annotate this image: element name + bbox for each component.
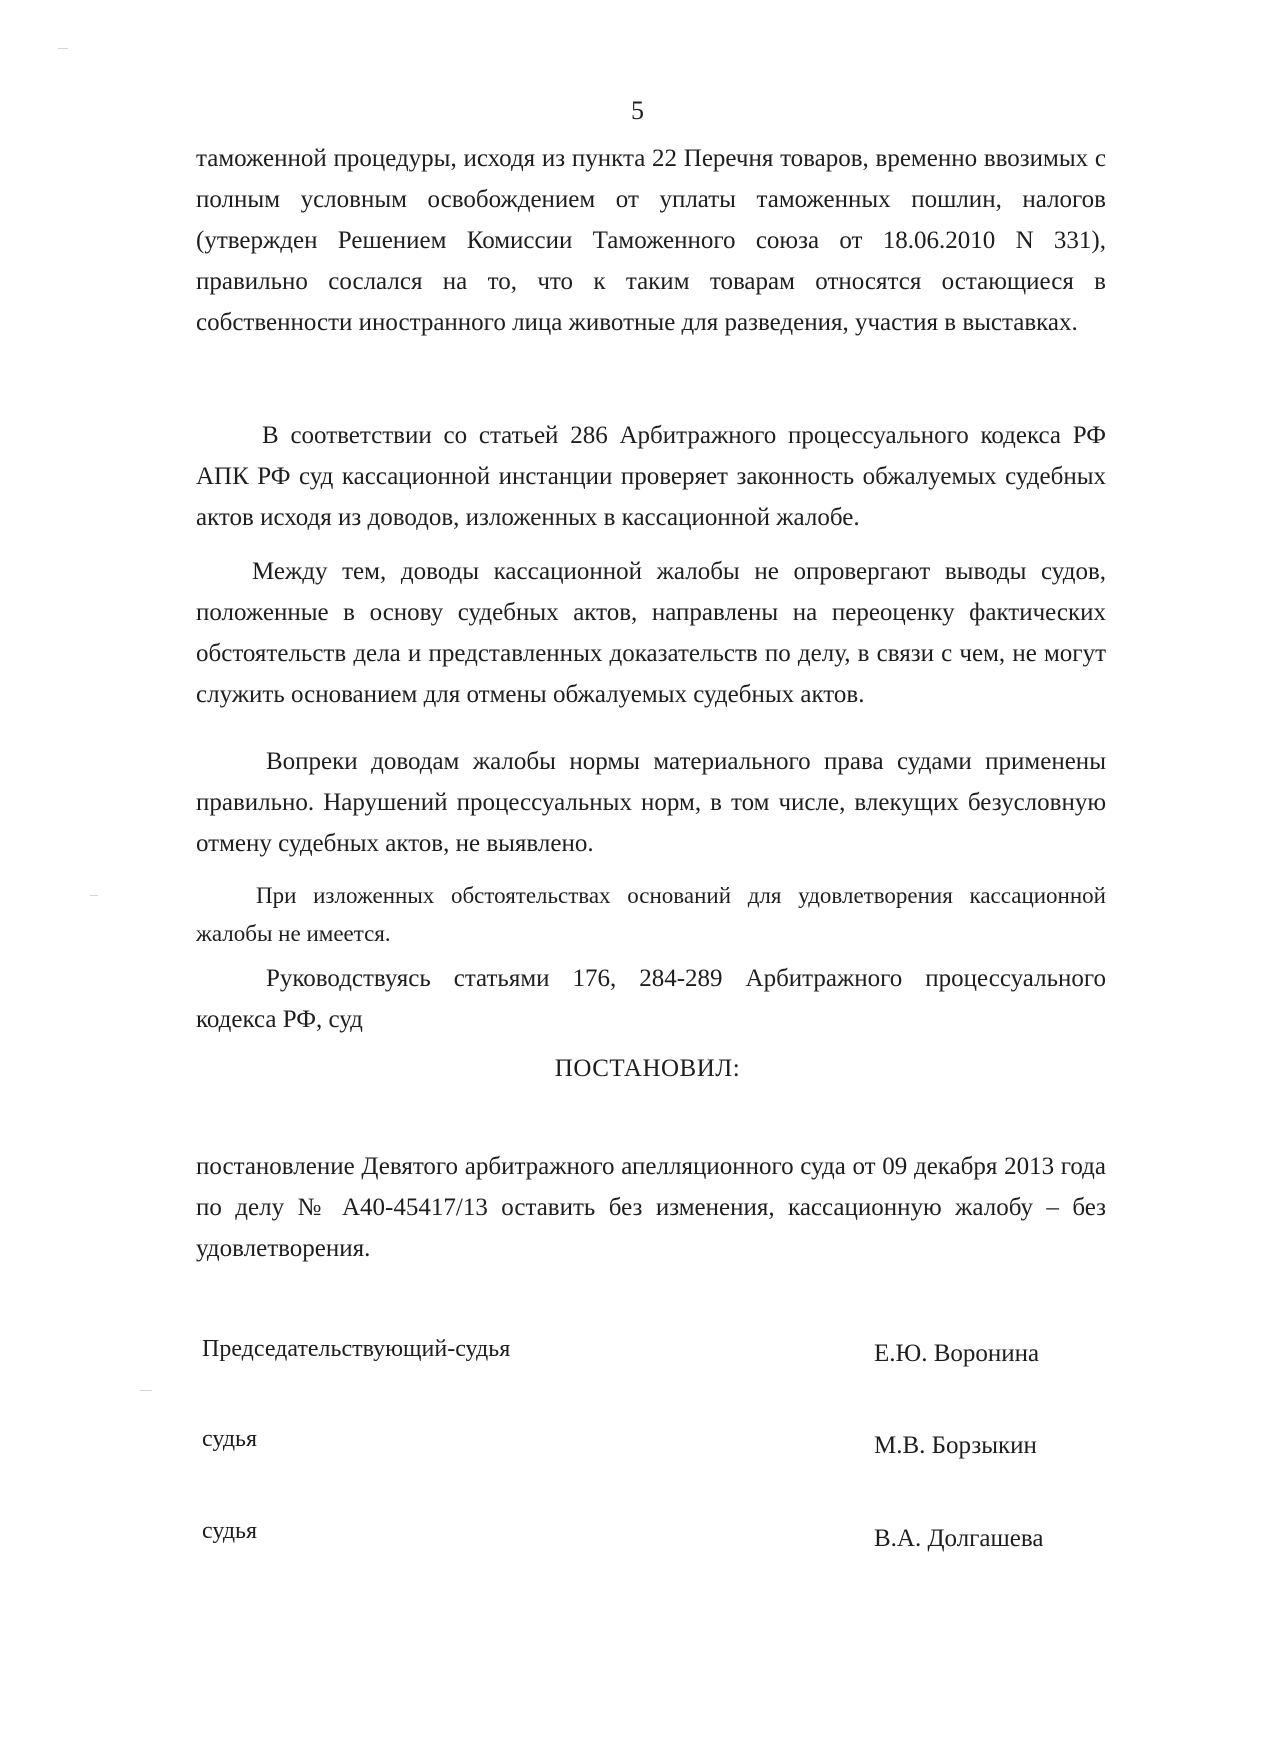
paragraph-appeal-arguments: Между тем, доводы кассационной жалобы не опровергают выводы судов, положенные в основу судебных актов, направлены на переоценку фактических обстоятельств дела и представленных доказательств по делу, в связи с чем, не могут служить основанием для отмены обжалуемых судебных актов. [196, 558, 1106, 708]
decision-heading: ПОСТАНОВИЛ: [554, 1055, 741, 1082]
signature-title-judge: судья [202, 1426, 258, 1452]
paragraph-customs-procedure: таможенной процедуры, исходя из пункта 22 Перечня товаров, временно ввозимых с полным условным освобождением от уплаты таможенных пошлин, налогов (утвержден Решением Комиссии Таможенного союза от 18.06.2010 N 331), правильно сослался на то, что к таким товарам относятся остающиеся в собственности иностранного лица животные для разведения, участия в выставках. [196, 145, 1106, 336]
scan-speck [58, 48, 68, 49]
scan-speck [90, 895, 98, 896]
decision-text: постановление Девятого арбитражного апелляционного суда от 09 декабря 2013 года по делу № А40-45417/13 оставить без изменения, кассационную жалобу – без удовлетворения. [196, 1153, 1106, 1262]
scan-speck [140, 1390, 152, 1391]
paragraph-guided-by: Руководствуясь статьями 176, 284-289 Арбитражного процессуального кодекса РФ, суд [196, 965, 1106, 1033]
signature-name-judge: В.А. Долгашева [874, 1525, 1044, 1552]
signature-name-judge: М.В. Борзыкин [874, 1432, 1037, 1459]
paragraph-article-286: В соответствии со статьей 286 Арбитражного процессуального кодекса РФ АПК РФ суд кассационной инстанции проверяет законность обжалуемых судебных актов исходя из доводов, изложенных в кассационной жалобе. [196, 422, 1106, 531]
paragraph-no-grounds: При изложенных обстоятельствах оснований для удовлетворения кассационной жалобы не имеется. [196, 883, 1106, 946]
signature-title-presiding: Председательствующий-судья [202, 1336, 511, 1362]
signature-title-judge: судья [202, 1518, 258, 1544]
signature-name-presiding: Е.Ю. Воронина [874, 1340, 1040, 1367]
page-number: 5 [631, 96, 644, 125]
paragraph-material-law: Вопреки доводам жалобы нормы материального права судами применены правильно. Нарушений процессуальных норм, в том числе, влекущих безусловную отмену судебных актов, не выявлено. [196, 748, 1106, 857]
